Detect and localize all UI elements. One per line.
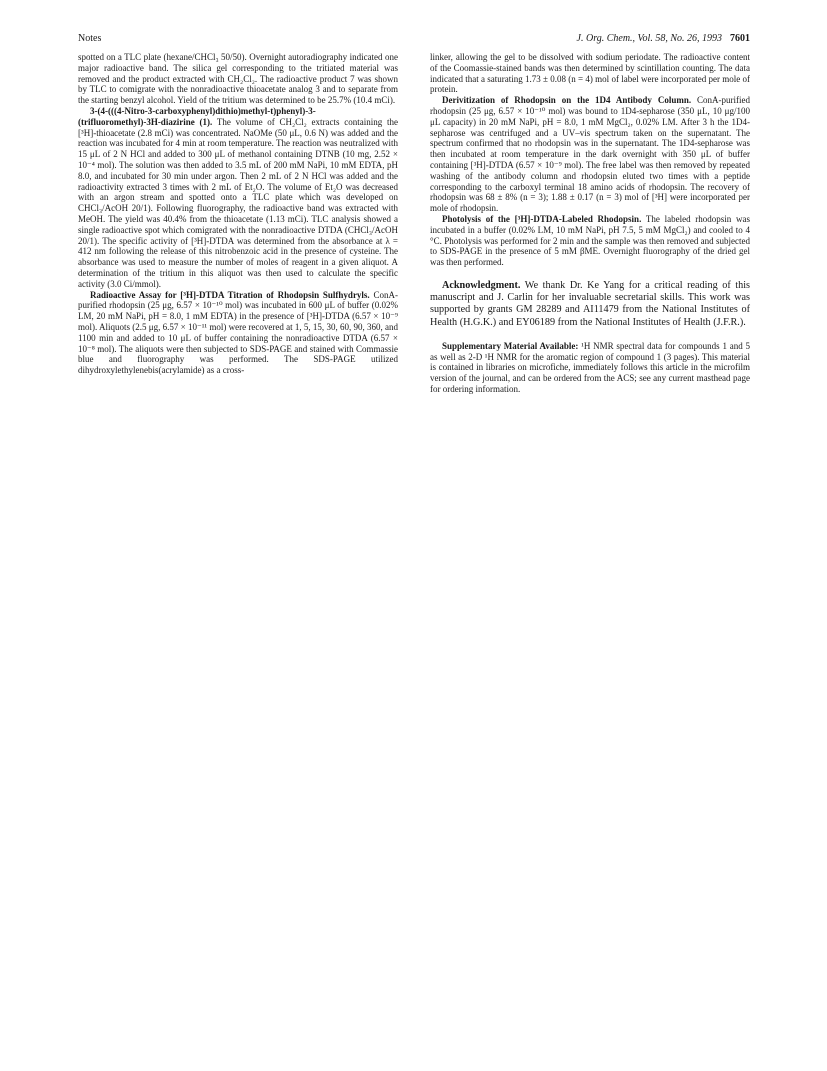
supplementary-heading: Supplementary Material Available: — [442, 340, 579, 351]
paragraph-heading: Photolysis of the [³H]-DTDA-Labeled Rhodopsin. — [442, 213, 642, 224]
paragraph-heading: Derivitization of Rhodopsin on the 1D4 Antibody Column. — [442, 95, 692, 106]
supplementary-text: ¹H NMR spectral data for compounds 1 and 5 as well as 2-D ¹H NMR for the aromatic region of compound 1 (3 pages). This material is contained in libraries on microfiche, immediately follows this article in the microfilm version of the journal, and can be ordered from the ACS; see any current masthead page for ordering information. — [430, 340, 751, 394]
section-label: Notes — [78, 33, 102, 44]
acknowledgment-text: We thank Dr. Ke Yang for a critical reading of this manuscript and J. Carlin for her invaluable secretarial skills. This work was supported by grants GM 28289 and AI11479 from the National Institutes of Health (H.G.K.) and EY06189 from the National Institutes of Health (J.F.R.). — [430, 279, 750, 328]
right-column — [430, 52, 750, 395]
acknowledgment-heading: Acknowledgment. — [442, 279, 521, 291]
supplementary-material — [430, 341, 750, 395]
paragraph-heading: Radioactive Assay for [³H]-DTDA Titration of Rhodopsin Sulfhydryls. — [90, 289, 370, 300]
running-header — [78, 32, 750, 46]
paragraph-text: spotted on a TLC plate (hexane/CHCl₃ 50/50). Overnight autoradiography indicated one major radioactive band. The silica gel corresponding to the tritiated material was removed and the product extracted with CH₂Cl₂. The radioactive product 7 was shown by TLC to comigrate with the nonradioactive thioacetate analog 3 and to separate from the starting benzyl alcohol. Yield of the tritium was determined to be 25.7% (10.4 mCi). — [78, 52, 398, 106]
paragraph — [78, 106, 398, 290]
left-column — [78, 52, 398, 376]
paragraph — [430, 95, 750, 214]
paragraph — [430, 214, 750, 268]
paragraph-heading: 3-(4-(((4-Nitro-3-carboxyphenyl)dithio)methyl-t)phenyl)-3-(trifluoromethyl)-3H-diazirine (1). — [78, 105, 316, 127]
page-number: 7601 — [730, 33, 750, 44]
paragraph — [430, 52, 750, 95]
paragraph-text: The labeled rhodopsin was incubated in a buffer (0.02% LM, 10 mM NaPi, pH 7.5, 5 mM MgCl₂) and cooled to 4 °C. Photolysis was performed for 2 min and the sample was then removed and subjected to SDS-PAGE in the presence of 5 mM βME. Overnight fluorography of the dried gel was then performed. — [430, 213, 751, 268]
paragraph — [78, 52, 398, 106]
journal-name: J. Org. Chem., Vol. 58, No. 26, 1993 — [576, 33, 722, 44]
paragraph — [78, 290, 398, 376]
paragraph-text: linker, allowing the gel to be dissolved with sodium periodate. The radioactive content of the Coomassie-stained bands was then determined by scintillation counting. The data indicated that a saturating 1.73 ± 0.08 (n = 4) mol of label were incorporated per mole of protein. — [430, 52, 750, 95]
acknowledgment — [430, 280, 750, 329]
journal-citation — [577, 32, 750, 46]
paragraph-text: ConA-purified rhodopsin (25 μg, 6.57 × 10⁻¹⁰ mol) was incubated in 600 μL of buffer (0.02% LM, 20 mM NaPi, pH = 8.0, 1 mM EDTA) in the presence of [³H]-DTDA (6.57 × 10⁻⁹ mol). Aliquots (2.5 μg, 6.57 × 10⁻¹¹ mol) were recovered at 1, 5, 15, 30, 60, 90, 360, and 1100 min and added to 10 μL of buffer containing the nonradioactive DTDA (6.57 × 10⁻⁸ mol). The aliquots were then subjected to SDS-PAGE and stained with Commassie blue and fluorography was performed. The SDS-PAGE utilized dihydroxylethylenebis(acrylamide) as a cross- — [78, 289, 399, 376]
paragraph-text: The volume of CH₂Cl₂ extracts containing the [³H]-thioacetate (2.8 mCi) was concentrated. NaOMe (50 μL, 0.6 N) was added and the reaction was incubated for 4 min at room temperature. The reaction was neutralized with 15 μL of 2 N HCl and added to 300 μL of methanol containing DTNB (10 mg, 2.52 × 10⁻⁴ mol). The solution was then added to 3.5 mL of 200 mM NaPi, 10 mM EDTA, pH 8.0, and incubated for 30 min under argon. Then 2 mL of 2 N HCl was added and the radioactivity extracted 3 times with 2 mL of Et₂O. The volume of Et₂O was decreased with an argon stream and spotted onto a TLC plate which was developed on CHCl₃/AcOH 20/1). Following fluorography, the radioactive band was extracted with MeOH. The yield was 40.4% from the thioacetate (1.13 mCi). TLC analysis showed a single radioactive spot which comigrated with the nonradioactive DTDA (CHCl₃/AcOH 20/1). The specific activity of [³H]-DTDA was determined from the absorbance at λ = 412 nm following the release of this nitrobenzoic acid in the presence of cysteine. The absorbance was used to measure the number of moles of reagent in a given aliquot. A determination of the tritium in this aliquot was then used to calculate the specific activity (3.0 Ci/mmol). — [78, 116, 398, 289]
paragraph-text: ConA-purified rhodopsin (25 μg, 6.57 × 10⁻¹⁰ mol) was bound to 1D4-sepharose (350 μL, 10 μg/100 μL capacity) in 20 mM NaPi, pH = 8.0, 1 mM MgCl₂, 0.02% LM. After 3 h the 1D4-sepharose was centrifuged and a UV–vis spectrum taken on the supernatant. The spectrum confirmed that no rhodopsin was in the supernatant. The 1D4-sepharose was then incubated at room temperature in the dark overnight with 350 μL of buffer containing [³H]-DTDA (6.57 × 10⁻⁹ mol). The free label was then removed by repeated washing of the antibody column and rhodopsin eluted two times with a peptide corresponding to the carboxyl terminal 18 amino acids of rhodopsin. The recovery of rhodopsin was 68 ± 8% (n = 3); 1.88 ± 0.17 (n = 3) mol of [³H] were incorporated per mole of rhodopsin. — [430, 95, 750, 214]
